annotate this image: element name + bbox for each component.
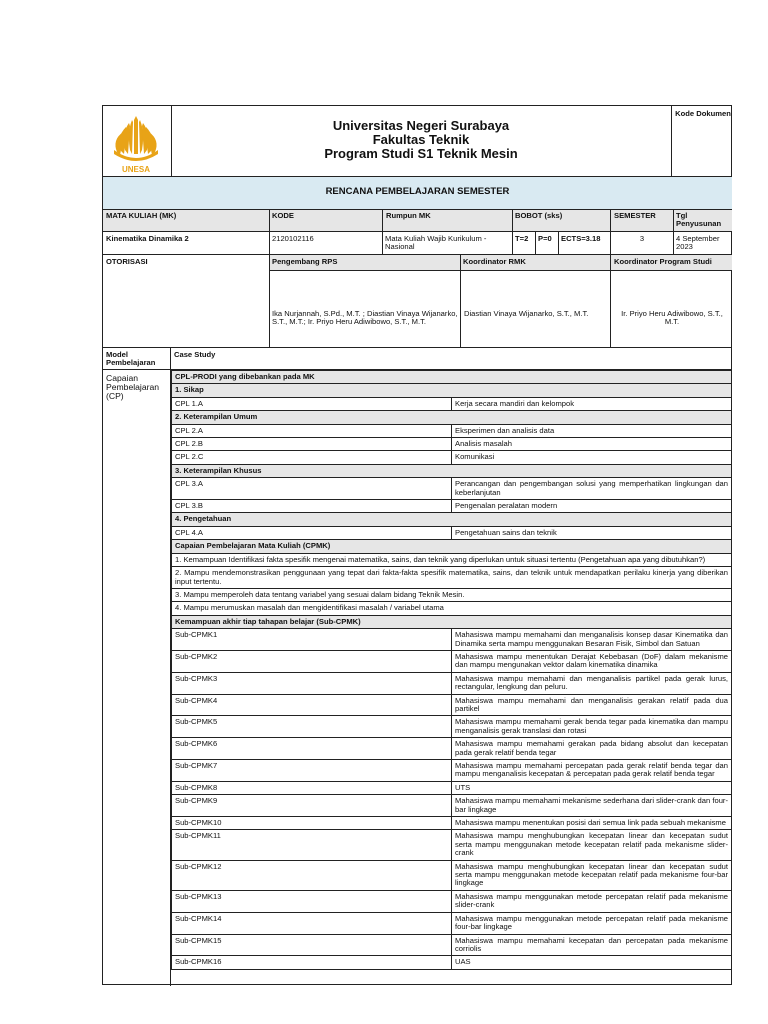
cp-section-header	[172, 464, 732, 477]
cp-item-code: Sub-CPMK13	[172, 890, 452, 912]
mata-kuliah-label: MATA KULIAH (MK)	[106, 211, 177, 220]
cp-item-text: Mahasiswa mampu memahami gerakan pada bidang absolut dan kecepatan pada gerak relatif benda tegar	[452, 738, 732, 760]
cp-item-code: CPL 2.B	[172, 438, 452, 451]
cp-item-row	[172, 650, 732, 672]
cp-item-text: Mahasiswa mampu memahami dan menganalisis konsep dasar Kinematika dan Dinamika serta mampu menggunakan Besaran Fisik, Simbol dan Satuan	[452, 629, 732, 651]
cp-item-code: Sub-CPMK8	[172, 781, 452, 794]
cp-item-text: Analisis masalah	[452, 438, 732, 451]
cp-item-row	[172, 478, 732, 500]
cp-item-code: Sub-CPMK6	[172, 738, 452, 760]
bobot-ects: ECTS=3.18	[561, 234, 601, 243]
document-title: RENCANA PEMBELAJARAN SEMESTER	[325, 186, 510, 197]
cp-item-text: Komunikasi	[452, 451, 732, 464]
cpmk-text: 1. Kemampuan Identifikasi fakta spesifik mengenai matematika, sains, dan teknik yang diperlukan untuk situasi tertentu (Pengetahuan apa yang dibutuhkan?)	[172, 553, 732, 566]
logo-text: UNESA	[121, 165, 150, 174]
cp-item-text: Mahasiswa mampu menghubungkan kecepatan linear dan kecepatan sudut serta mampu menggunakan metode kecepatan relatif pada mekanisme four-bar lingkage	[452, 860, 732, 890]
otorisasi-label: OTORISASI	[106, 257, 148, 266]
cp-item-row	[172, 934, 732, 956]
rps-document	[102, 105, 732, 985]
cp-section-title: CPL-PRODI yang dibebankan pada MK	[172, 371, 732, 384]
kode-label: KODE	[272, 211, 294, 220]
cpmk-row	[172, 602, 732, 615]
cpmk-text: 3. Mampu memperoleh data tentang variabel yang sesuai dalam bidang Teknik Mesin.	[172, 588, 732, 601]
cp-item-code: Sub-CPMK1	[172, 629, 452, 651]
cp-section-header	[172, 371, 732, 384]
kode-dokumen-label: Kode Dokumen	[675, 109, 731, 118]
bobot-label: BOBOT (sks)	[515, 211, 563, 220]
cp-item-row	[172, 738, 732, 760]
cpmk-text: 2. Mampu mendemonstrasikan penggunaan yang tepat dari fakta-fakta spesifik matematika, sains, dan teknik untuk mendapatkan perilaku kinerja yang diberikan input tertentu.	[172, 567, 732, 589]
course-date: 4 September 2023	[676, 234, 720, 252]
cp-item-code: Sub-CPMK9	[172, 795, 452, 817]
cp-item-code: Sub-CPMK15	[172, 934, 452, 956]
faculty-name: Fakultas Teknik	[372, 132, 470, 147]
cpmk-row	[172, 588, 732, 601]
cp-item-row	[172, 424, 732, 437]
cpmk-row	[172, 567, 732, 589]
cp-item-text: UAS	[452, 956, 732, 969]
cp-item-text: Mahasiswa mampu memahami percepatan pada gerak relatif benda tegar dan mampu menganalisis kecepatan & percepatan pada gerak relatif benda tegar	[452, 760, 732, 782]
cp-item-row	[172, 912, 732, 934]
cp-item-text: Mahasiswa mampu menentukan Derajat Kebebasan (DoF) dalam mekanisme dan mampu mengunakan vektor dalam kinematika dinamika	[452, 650, 732, 672]
cp-item-text: Eksperimen dan analisis data	[452, 424, 732, 437]
cp-item-code: Sub-CPMK12	[172, 860, 452, 890]
cp-item-row	[172, 672, 732, 694]
cp-section-title: 2. Keterampilan Umum	[172, 411, 732, 424]
cp-item-row	[172, 629, 732, 651]
cp-item-row	[172, 694, 732, 716]
cp-item-code: CPL 2.A	[172, 424, 452, 437]
cp-item-code: Sub-CPMK2	[172, 650, 452, 672]
cp-item-row	[172, 890, 732, 912]
cp-table	[171, 370, 732, 970]
cpmk-text: 4. Mampu merumuskan masalah dan mengidentifikasi masalah / variabel utama	[172, 602, 732, 615]
cp-item-code: Sub-CPMK14	[172, 912, 452, 934]
cp-item-code: CPL 2.C	[172, 451, 452, 464]
model-pembelajaran-value: Case Study	[174, 350, 216, 359]
cp-item-code: CPL 3.B	[172, 500, 452, 513]
cp-section-title: Kemampuan akhir tiap tahapan belajar (Sub-CPMK)	[172, 615, 732, 628]
koordinator-prodi-name: Ir. Priyo Heru Adiwibowo, S.T., M.T.	[621, 309, 723, 327]
cpmk-row	[172, 553, 732, 566]
pengembang-rps-names: Ika Nurjannah, S.Pd., M.T. ; Diastian Vinaya Wijanarko, S.T., M.T.; Ir. Priyo Heru Adiwibowo, S.T., M.T.	[272, 309, 458, 327]
cp-item-code: CPL 4.A	[172, 526, 452, 539]
cp-item-code: Sub-CPMK5	[172, 716, 452, 738]
cp-section-header	[172, 384, 732, 397]
cp-item-text: UTS	[452, 781, 732, 794]
cp-item-row	[172, 795, 732, 817]
course-semester: 3	[639, 234, 645, 243]
cp-item-row	[172, 817, 732, 830]
cp-item-row	[172, 956, 732, 969]
cp-item-code: CPL 1.A	[172, 397, 452, 410]
cp-item-text: Kerja secara mandiri dan kelompok	[452, 397, 732, 410]
tgl-penyusunan-label: Tgl Penyusunan	[676, 211, 722, 229]
cp-section-header	[172, 540, 732, 553]
cp-section-header	[172, 615, 732, 628]
cp-item-code: Sub-CPMK7	[172, 760, 452, 782]
cp-section-title: 3. Keterampilan Khusus	[172, 464, 732, 477]
cp-item-text: Mahasiswa mampu memahami kecepatan dan percepatan pada mekanisme corriolis	[452, 934, 732, 956]
cp-item-row	[172, 438, 732, 451]
cp-item-text: Pengetahuan sains dan teknik	[452, 526, 732, 539]
university-logo	[105, 110, 167, 174]
cp-item-row	[172, 781, 732, 794]
cp-item-row	[172, 830, 732, 860]
cp-section-title: 4. Pengetahuan	[172, 513, 732, 526]
course-code: 2120102116	[272, 234, 314, 243]
cp-item-text: Mahasiswa mampu memahami dan menganalisis gerakan relatif pada dua partikel	[452, 694, 732, 716]
cp-item-code: Sub-CPMK4	[172, 694, 452, 716]
rumpun-label: Rumpun MK	[386, 211, 431, 220]
cp-item-text: Mahasiswa mampu menentukan posisi dari semua link pada sebuah mekanisme	[452, 817, 732, 830]
cp-item-text: Mahasiswa mampu memahami dan menganalisis partikel pada gerak lurus, rectangular, lengkung dan peluru.	[452, 672, 732, 694]
cp-item-row	[172, 716, 732, 738]
cp-item-code: Sub-CPMK11	[172, 830, 452, 860]
cp-item-text: Mahasiswa mampu memahami mekanisme sederhana dari slider-crank dan four-bar lingkage	[452, 795, 732, 817]
cp-section-header	[172, 411, 732, 424]
cp-item-row	[172, 760, 732, 782]
cp-section-title: Capaian Pembelajaran Mata Kuliah (CPMK)	[172, 540, 732, 553]
cp-item-text: Mahasiswa mampu memahami gerak benda tegar pada kinematika dan mampu menganalisis gerak translasi dan rotasi	[452, 716, 732, 738]
cp-item-row	[172, 451, 732, 464]
capaian-pembelajaran-label: Capaian Pembelajaran (CP)	[106, 373, 160, 401]
cp-item-code: Sub-CPMK16	[172, 956, 452, 969]
koordinator-rmk-name: Diastian Vinaya Wijanarko, S.T., M.T.	[464, 309, 589, 318]
cp-item-text: Perancangan dan pengembangan solusi yang memperhatikan lingkungan dan keberlanjutan	[452, 478, 732, 500]
cp-item-row	[172, 526, 732, 539]
course-rumpun: Mata Kuliah Wajib Kurikulum - Nasional	[385, 234, 487, 252]
pengembang-rps-label: Pengembang RPS	[272, 257, 338, 266]
cp-item-text: Mahasiswa mampu menggunakan metode percepatan relatif pada mekanisme slider-crank	[452, 890, 732, 912]
cp-item-code: Sub-CPMK10	[172, 817, 452, 830]
bobot-p: P=0	[538, 234, 552, 243]
course-name: Kinematika Dinamika 2	[106, 234, 189, 243]
model-pembelajaran-label: Model Pembelajaran	[106, 350, 156, 368]
cp-item-row	[172, 860, 732, 890]
cp-item-code: Sub-CPMK3	[172, 672, 452, 694]
koordinator-prodi-label: Koordinator Program Studi	[614, 257, 712, 266]
cp-item-text: Mahasiswa mampu menghubungkan kecepatan linear dan kecepatan sudut serta mampu menggunakan metode kecepatan relatif pada mekanisme slider-crank	[452, 830, 732, 860]
cp-item-row	[172, 397, 732, 410]
koordinator-rmk-label: Koordinator RMK	[463, 257, 526, 266]
cp-item-text: Pengenalan peralatan modern	[452, 500, 732, 513]
bobot-t: T=2	[515, 234, 529, 243]
cp-section-header	[172, 513, 732, 526]
semester-label: SEMESTER	[614, 211, 656, 220]
university-name: Universitas Negeri Surabaya	[332, 118, 510, 133]
cp-item-code: CPL 3.A	[172, 478, 452, 500]
program-name: Program Studi S1 Teknik Mesin	[324, 146, 518, 161]
cp-section-title: 1. Sikap	[172, 384, 732, 397]
cp-item-text: Mahasiswa mampu menggunakan metode percepatan relatif pada mekanisme four-bar lingkage	[452, 912, 732, 934]
cp-item-row	[172, 500, 732, 513]
